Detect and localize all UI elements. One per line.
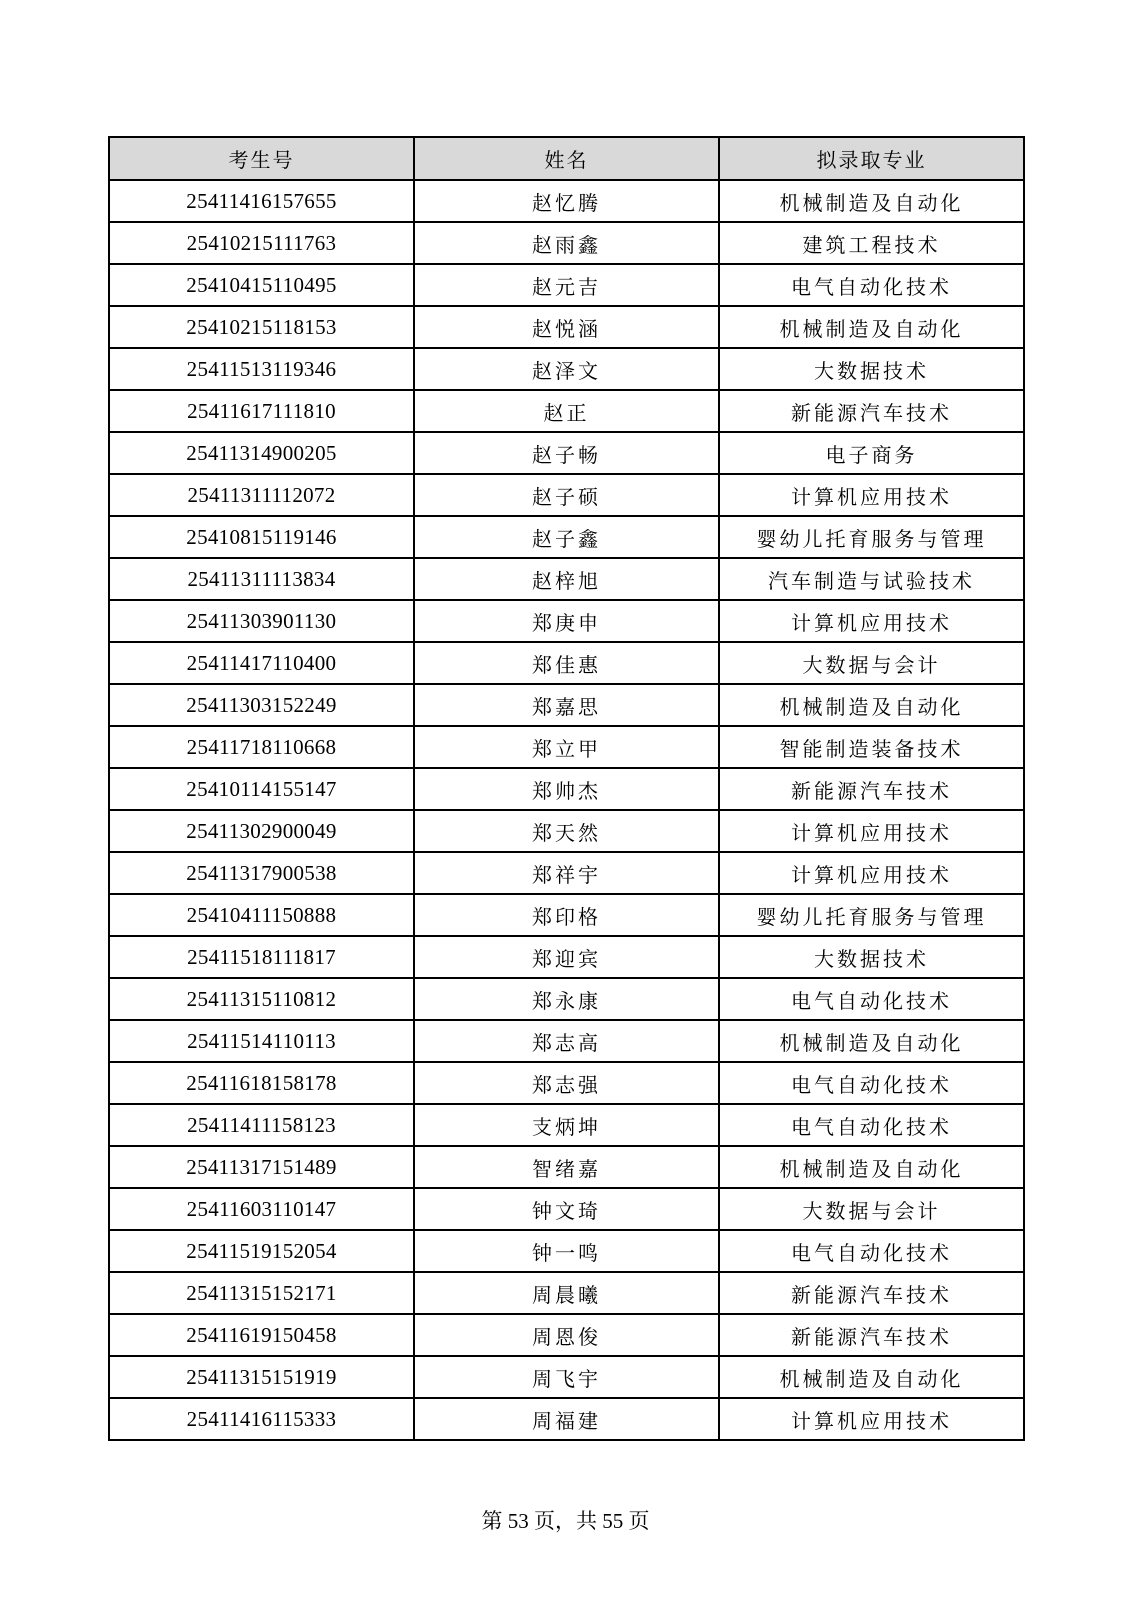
cell-major: 机械制造及自动化 bbox=[719, 180, 1024, 222]
cell-name: 周飞宇 bbox=[414, 1356, 719, 1398]
table-row bbox=[109, 726, 1024, 768]
header-name: 姓名 bbox=[414, 137, 719, 180]
cell-name: 赵子鑫 bbox=[414, 516, 719, 558]
cell-exam-number: 25411411158123 bbox=[109, 1104, 414, 1146]
cell-name: 赵悦涵 bbox=[414, 306, 719, 348]
cell-name: 赵梓旭 bbox=[414, 558, 719, 600]
cell-name: 赵雨鑫 bbox=[414, 222, 719, 264]
table-body bbox=[109, 180, 1024, 1440]
cell-name: 赵子硕 bbox=[414, 474, 719, 516]
cell-exam-number: 25411619150458 bbox=[109, 1314, 414, 1356]
cell-major: 大数据与会计 bbox=[719, 1188, 1024, 1230]
cell-name: 郑志强 bbox=[414, 1062, 719, 1104]
cell-major: 建筑工程技术 bbox=[719, 222, 1024, 264]
cell-exam-number: 25411315110812 bbox=[109, 978, 414, 1020]
admission-table-container bbox=[108, 136, 1023, 1441]
cell-major: 计算机应用技术 bbox=[719, 1398, 1024, 1440]
table-row bbox=[109, 390, 1024, 432]
cell-major: 机械制造及自动化 bbox=[719, 1020, 1024, 1062]
table-row bbox=[109, 852, 1024, 894]
cell-name: 赵泽文 bbox=[414, 348, 719, 390]
cell-name: 钟文琦 bbox=[414, 1188, 719, 1230]
table-row bbox=[109, 348, 1024, 390]
cell-name: 赵正 bbox=[414, 390, 719, 432]
cell-exam-number: 25411618158178 bbox=[109, 1062, 414, 1104]
cell-major: 婴幼儿托育服务与管理 bbox=[719, 516, 1024, 558]
cell-major: 计算机应用技术 bbox=[719, 474, 1024, 516]
cell-exam-number: 25411315151919 bbox=[109, 1356, 414, 1398]
table-row bbox=[109, 1314, 1024, 1356]
table-header-row bbox=[109, 137, 1024, 180]
cell-major: 大数据技术 bbox=[719, 348, 1024, 390]
table-row bbox=[109, 768, 1024, 810]
cell-major: 婴幼儿托育服务与管理 bbox=[719, 894, 1024, 936]
cell-name: 郑祥宇 bbox=[414, 852, 719, 894]
cell-exam-number: 25411513119346 bbox=[109, 348, 414, 390]
cell-exam-number: 25411311113834 bbox=[109, 558, 414, 600]
table-row bbox=[109, 264, 1024, 306]
table-row bbox=[109, 684, 1024, 726]
table-row bbox=[109, 306, 1024, 348]
cell-name: 郑迎宾 bbox=[414, 936, 719, 978]
cell-major: 新能源汽车技术 bbox=[719, 1314, 1024, 1356]
table-row bbox=[109, 222, 1024, 264]
cell-exam-number: 25411514110113 bbox=[109, 1020, 414, 1062]
cell-exam-number: 25411417110400 bbox=[109, 642, 414, 684]
table-row bbox=[109, 894, 1024, 936]
cell-major: 电气自动化技术 bbox=[719, 1062, 1024, 1104]
cell-exam-number: 25411317900538 bbox=[109, 852, 414, 894]
table-row bbox=[109, 600, 1024, 642]
cell-exam-number: 25411718110668 bbox=[109, 726, 414, 768]
table-row bbox=[109, 1398, 1024, 1440]
cell-major: 计算机应用技术 bbox=[719, 852, 1024, 894]
table-row bbox=[109, 1188, 1024, 1230]
table-row bbox=[109, 936, 1024, 978]
cell-major: 电气自动化技术 bbox=[719, 264, 1024, 306]
cell-name: 周晨曦 bbox=[414, 1272, 719, 1314]
cell-major: 汽车制造与试验技术 bbox=[719, 558, 1024, 600]
cell-exam-number: 25410411150888 bbox=[109, 894, 414, 936]
cell-name: 赵子畅 bbox=[414, 432, 719, 474]
cell-major: 大数据技术 bbox=[719, 936, 1024, 978]
cell-name: 郑天然 bbox=[414, 810, 719, 852]
table-row bbox=[109, 642, 1024, 684]
cell-major: 新能源汽车技术 bbox=[719, 1272, 1024, 1314]
cell-exam-number: 25411416115333 bbox=[109, 1398, 414, 1440]
table-row bbox=[109, 1272, 1024, 1314]
table-row bbox=[109, 1104, 1024, 1146]
cell-major: 电气自动化技术 bbox=[719, 1230, 1024, 1272]
table-row bbox=[109, 1062, 1024, 1104]
table-row bbox=[109, 516, 1024, 558]
cell-major: 计算机应用技术 bbox=[719, 810, 1024, 852]
cell-major: 机械制造及自动化 bbox=[719, 1356, 1024, 1398]
cell-name: 周福建 bbox=[414, 1398, 719, 1440]
cell-exam-number: 25411302900049 bbox=[109, 810, 414, 852]
header-major: 拟录取专业 bbox=[719, 137, 1024, 180]
cell-name: 钟一鸣 bbox=[414, 1230, 719, 1272]
cell-exam-number: 25410215118153 bbox=[109, 306, 414, 348]
cell-major: 机械制造及自动化 bbox=[719, 684, 1024, 726]
cell-exam-number: 25411317151489 bbox=[109, 1146, 414, 1188]
cell-exam-number: 25410215111763 bbox=[109, 222, 414, 264]
table-row bbox=[109, 1356, 1024, 1398]
cell-exam-number: 25411518111817 bbox=[109, 936, 414, 978]
table-row bbox=[109, 432, 1024, 474]
cell-exam-number: 25411603110147 bbox=[109, 1188, 414, 1230]
table-row bbox=[109, 978, 1024, 1020]
cell-major: 智能制造装备技术 bbox=[719, 726, 1024, 768]
table-row bbox=[109, 1020, 1024, 1062]
cell-major: 计算机应用技术 bbox=[719, 600, 1024, 642]
table-row bbox=[109, 180, 1024, 222]
cell-major: 机械制造及自动化 bbox=[719, 306, 1024, 348]
cell-name: 郑志高 bbox=[414, 1020, 719, 1062]
cell-major: 机械制造及自动化 bbox=[719, 1146, 1024, 1188]
cell-major: 新能源汽车技术 bbox=[719, 390, 1024, 432]
cell-exam-number: 25411311112072 bbox=[109, 474, 414, 516]
table-row bbox=[109, 558, 1024, 600]
cell-exam-number: 25411315152171 bbox=[109, 1272, 414, 1314]
table-row bbox=[109, 1146, 1024, 1188]
cell-major: 新能源汽车技术 bbox=[719, 768, 1024, 810]
cell-exam-number: 25410815119146 bbox=[109, 516, 414, 558]
cell-exam-number: 25411617111810 bbox=[109, 390, 414, 432]
cell-exam-number: 25411314900205 bbox=[109, 432, 414, 474]
cell-major: 大数据与会计 bbox=[719, 642, 1024, 684]
table-row bbox=[109, 1230, 1024, 1272]
cell-name: 赵忆腾 bbox=[414, 180, 719, 222]
admission-table bbox=[108, 136, 1025, 1441]
cell-name: 赵元吉 bbox=[414, 264, 719, 306]
cell-name: 支炳坤 bbox=[414, 1104, 719, 1146]
cell-name: 智绪嘉 bbox=[414, 1146, 719, 1188]
cell-name: 周恩俊 bbox=[414, 1314, 719, 1356]
cell-name: 郑佳惠 bbox=[414, 642, 719, 684]
cell-exam-number: 25411303901130 bbox=[109, 600, 414, 642]
cell-major: 电气自动化技术 bbox=[719, 1104, 1024, 1146]
cell-major: 电子商务 bbox=[719, 432, 1024, 474]
header-exam-number: 考生号 bbox=[109, 137, 414, 180]
table-row bbox=[109, 474, 1024, 516]
cell-name: 郑印格 bbox=[414, 894, 719, 936]
cell-name: 郑嘉思 bbox=[414, 684, 719, 726]
cell-exam-number: 25411303152249 bbox=[109, 684, 414, 726]
cell-name: 郑庚申 bbox=[414, 600, 719, 642]
cell-exam-number: 25411416157655 bbox=[109, 180, 414, 222]
page-number-footer: 第 53 页，共 55 页 bbox=[481, 1509, 650, 1533]
cell-major: 电气自动化技术 bbox=[719, 978, 1024, 1020]
cell-name: 郑帅杰 bbox=[414, 768, 719, 810]
cell-name: 郑永康 bbox=[414, 978, 719, 1020]
table-row bbox=[109, 810, 1024, 852]
cell-exam-number: 25410415110495 bbox=[109, 264, 414, 306]
cell-exam-number: 25411519152054 bbox=[109, 1230, 414, 1272]
cell-exam-number: 25410114155147 bbox=[109, 768, 414, 810]
cell-name: 郑立甲 bbox=[414, 726, 719, 768]
